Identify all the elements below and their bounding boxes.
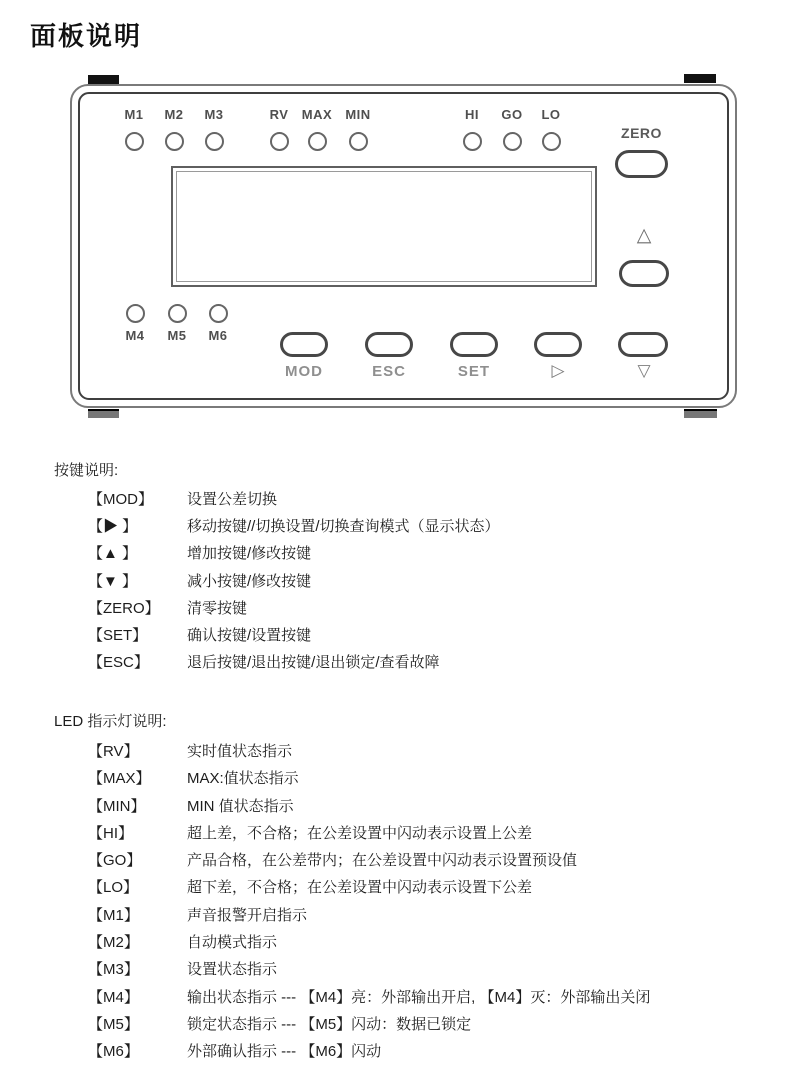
led-m1 — [112, 107, 156, 151]
led-desc: MIN 值状态指示 — [187, 797, 294, 815]
led-m2-label: M2 — [164, 107, 184, 122]
esc-key-label: ESC — [372, 363, 406, 380]
esc-key-button — [365, 332, 413, 357]
led-hi-indicator-icon — [463, 132, 482, 151]
led-desc: 超上差，不合格；在公差设置中闪动表示设置上公差 — [187, 824, 533, 842]
led-m1-label: M1 — [124, 107, 144, 122]
led-desc: 外部确认指示 --- 【M6】闪动 — [187, 1043, 382, 1061]
key-name: 【ZERO】 — [88, 599, 160, 617]
led-m5-label: M5 — [167, 328, 187, 343]
led-row-lo — [54, 876, 764, 903]
led-lo-indicator-icon — [542, 132, 561, 151]
page-title: 面板说明 — [30, 21, 143, 51]
mod-key-label: MOD — [285, 363, 323, 380]
led-section-header: LED 指示灯说明: — [54, 713, 167, 730]
led-row-m6 — [54, 1040, 764, 1067]
mod-key-button — [280, 332, 328, 357]
key-name: 【▶ 】 — [88, 518, 138, 536]
led-name: 【M3】 — [88, 961, 139, 979]
key-row-mod — [54, 488, 764, 515]
led-m5 — [155, 304, 199, 344]
led-lo — [529, 107, 573, 151]
led-m3-label: M3 — [204, 107, 224, 122]
key-row-right — [54, 515, 764, 542]
led-max — [295, 107, 339, 151]
led-desc: 设置状态指示 — [187, 961, 278, 979]
mount-tab-top-left — [88, 75, 119, 84]
led-row-max — [54, 767, 764, 794]
set-key-button — [450, 332, 498, 357]
led-m4 — [113, 304, 157, 344]
led-name: 【RV】 — [88, 743, 139, 760]
led-max-label: MAX — [301, 107, 333, 122]
up-key-label: △ — [636, 225, 652, 246]
led-name: 【M4】 — [88, 988, 139, 1006]
led-rv-label: RV — [269, 107, 289, 122]
led-name: 【MAX】 — [88, 770, 151, 788]
led-desc: 实时值状态指示 — [187, 743, 293, 760]
led-min-indicator-icon — [349, 132, 368, 151]
led-lo-label: LO — [541, 107, 561, 122]
led-row-m5 — [54, 1013, 764, 1040]
led-desc: 产品合格，在公差带内；在公差设置中闪动表示设置预设值 — [187, 852, 578, 870]
led-row-m1 — [54, 904, 764, 931]
led-go-indicator-icon — [503, 132, 522, 151]
key-desc: 设置公差切换 — [187, 491, 278, 508]
keys-section-header: 按键说明: — [54, 462, 119, 479]
led-go-label: GO — [501, 107, 523, 122]
led-row-m2 — [54, 931, 764, 958]
key-row-zero — [54, 597, 764, 624]
led-min — [336, 107, 380, 151]
led-row-hi — [54, 822, 764, 849]
led-desc: 自动模式指示 — [187, 934, 278, 952]
led-desc: MAX:值状态指示 — [187, 770, 299, 788]
led-m4-indicator-icon — [126, 304, 145, 323]
led-m6-indicator-icon — [209, 304, 228, 323]
key-desc: 清零按键 — [187, 599, 248, 617]
zero-key-label: ZERO — [621, 125, 662, 141]
led-desc: 超下差，不合格；在公差设置中闪动表示设置下公差 — [187, 879, 533, 897]
led-go — [490, 107, 534, 151]
led-name: 【LO】 — [88, 879, 139, 897]
key-row-down — [54, 570, 764, 597]
right-key-button — [534, 332, 582, 357]
key-desc: 移动按键//切换设置/切换查询模式（显示状态） — [187, 518, 500, 536]
key-row-esc — [54, 651, 764, 678]
mount-tab-bottom-left — [88, 409, 119, 418]
key-desc: 减小按键/修改按键 — [187, 572, 312, 590]
up-key-button — [619, 260, 669, 287]
key-desc: 增加按键/修改按键 — [187, 545, 312, 563]
key-name: 【ESC】 — [88, 654, 149, 672]
led-m3-indicator-icon — [205, 132, 224, 151]
led-name: 【HI】 — [88, 824, 134, 842]
key-desc: 确认按键/设置按键 — [187, 626, 312, 644]
down-key-button — [618, 332, 668, 357]
led-m4-label: M4 — [125, 328, 145, 343]
led-min-label: MIN — [345, 107, 371, 122]
key-desc: 退后按键/退出按键/退出锁定/查看故障 — [187, 654, 440, 672]
set-key-label: SET — [457, 363, 491, 380]
led-name: 【M1】 — [88, 906, 139, 924]
led-row-min — [54, 795, 764, 822]
led-row-m4 — [54, 986, 764, 1013]
led-m3 — [192, 107, 236, 151]
led-name: 【MIN】 — [88, 797, 146, 815]
zero-key-button — [615, 150, 668, 178]
led-desc: 输出状态指示 --- 【M4】亮：外部输出开启, 【M4】灭：外部输出关闭 — [187, 988, 651, 1006]
mount-tab-bottom-right — [684, 409, 717, 418]
led-name: 【M6】 — [88, 1043, 139, 1061]
right-arrow-icon: ▷ — [551, 361, 565, 380]
key-row-up — [54, 542, 764, 569]
led-desc: 锁定状态指示 --- 【M5】闪动：数据已锁定 — [187, 1015, 472, 1033]
led-m6-label: M6 — [208, 328, 228, 343]
led-m5-indicator-icon — [168, 304, 187, 323]
led-name: 【GO】 — [88, 852, 142, 870]
led-name: 【M2】 — [88, 934, 139, 952]
key-name: 【▲ 】 — [88, 545, 138, 563]
led-row-m3 — [54, 958, 764, 985]
device-panel-diagram — [70, 84, 737, 408]
keys-section — [54, 459, 764, 678]
led-m2-indicator-icon — [165, 132, 184, 151]
key-name: 【SET】 — [88, 626, 148, 644]
led-max-indicator-icon — [308, 132, 327, 151]
down-arrow-icon: ▽ — [637, 361, 651, 380]
led-row-go — [54, 849, 764, 876]
led-hi — [450, 107, 494, 151]
led-m1-indicator-icon — [125, 132, 144, 151]
led-desc: 声音报警开启指示 — [187, 906, 308, 924]
led-m2 — [152, 107, 196, 151]
led-name: 【M5】 — [88, 1015, 139, 1033]
led-hi-label: HI — [465, 107, 479, 122]
lcd-display-inner — [176, 171, 592, 282]
led-row-rv — [54, 740, 764, 767]
lcd-display — [171, 166, 597, 287]
key-row-set — [54, 624, 764, 651]
led-m6 — [196, 304, 240, 344]
key-name: 【▼ 】 — [88, 572, 138, 590]
led-section — [54, 710, 764, 1067]
mount-tab-top-right — [684, 74, 716, 83]
led-rv-indicator-icon — [270, 132, 289, 151]
key-name: 【MOD】 — [88, 491, 153, 508]
